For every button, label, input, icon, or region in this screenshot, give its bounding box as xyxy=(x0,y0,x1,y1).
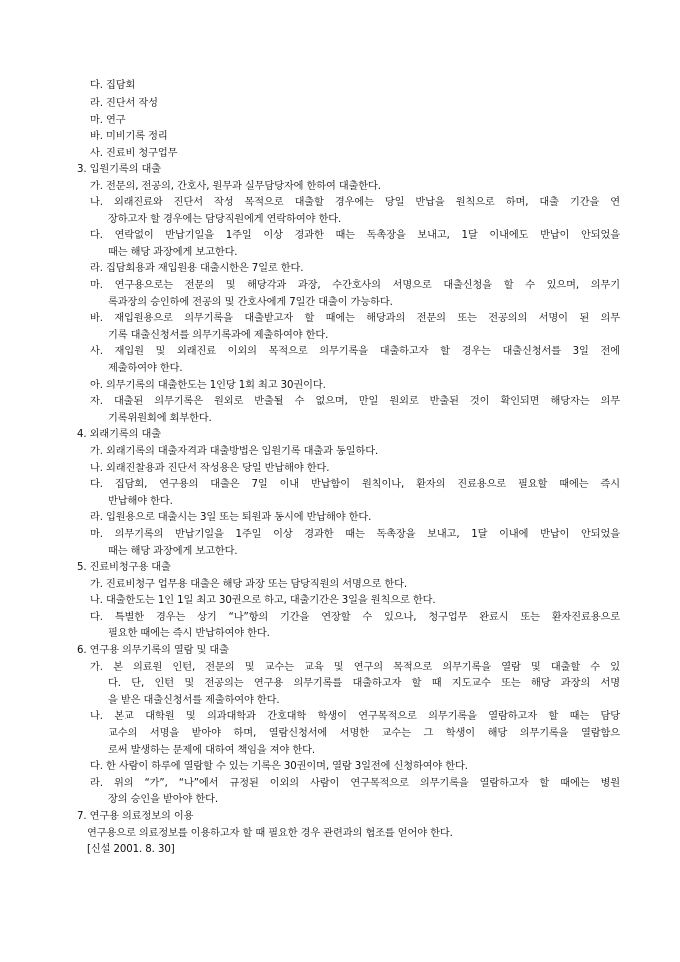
text-line: 자. 대출된 의무기록은 원외로 반출될 수 없으며, 만일 원외로 반출된 것이 확인되면 해당자는 의무 xyxy=(90,396,620,407)
section-heading: 7. 연구용 의료정보의 이용 xyxy=(77,811,194,822)
text-line: 가. 외래기록의 대출자격과 대출방법은 입원기록 대출과 동일하다. xyxy=(90,446,379,457)
text-line: 장의 승인을 받아야 한다. xyxy=(108,794,218,805)
text-line: 때는 해당 과장에게 보고한다. xyxy=(108,546,238,557)
text-line: 나. 외래진료와 진단서 작성 목적으로 대출할 경우에는 당일 반납을 원칙으로 하며, 대출 기간을 연 xyxy=(90,197,620,208)
text-line: 록과장의 승인하에 전공의 및 간호사에게 7일간 대출이 가능하다. xyxy=(108,297,393,308)
text-line: 교수의 서명을 받아야 하며, 열람신청서에 서명한 교수는 그 학생이 해당 의무기록을 열람함으 xyxy=(108,728,620,739)
text-line: 라. 위의 “가”, “나”에서 규정된 이외의 사람이 연구목적으로 의무기록을 열람하고자 할 때에는 병원 xyxy=(90,778,620,789)
text-line: 나. 외래진찰용과 진단서 작성용은 당일 반납해야 한다. xyxy=(90,463,330,474)
text-line: 마. 연구 xyxy=(90,115,126,126)
section-heading: 4. 외래기록의 대출 xyxy=(77,429,161,440)
text-line: 장하고자 할 경우에는 담당직원에게 연락하여야 한다. xyxy=(108,214,342,225)
text-line: 필요한 때에는 즉시 반납하여야 한다. xyxy=(108,628,270,639)
text-line: 바. 미비기록 정리 xyxy=(90,131,168,142)
text-line: 라. 집담회용과 재입원용 대출시한은 7일로 한다. xyxy=(90,263,304,274)
text-line: 사. 재입원 및 외래진료 이외의 목적으로 의무기록을 대출하고자 할 경우는 대출신청서를 3일 전에 xyxy=(90,346,620,357)
text-line: 다. 연락없이 반납기일을 1주일 이상 경과한 때는 독촉장을 보내고, 1달 이내에도 반납이 안되었을 xyxy=(90,230,620,241)
text-line: 기록 대출신청서를 의무기록과에 제출하여야 한다. xyxy=(108,330,329,341)
amendment-note: [신설 2001. 8. 30] xyxy=(87,844,175,855)
text-line: 반납해야 한다. xyxy=(108,496,173,507)
text-line: 마. 연구용으로는 전문의 및 해당각과 과장, 수간호사의 서명으로 대출신청을 할 수 있으며, 의무기 xyxy=(90,280,620,291)
text-line: 다. 단, 인턴 및 전공의는 연구용 의무기록를 대출하고자 할 때 지도교수 또는 해당 과장의 서명 xyxy=(108,678,620,689)
text-line: 다. 집담회 xyxy=(90,80,136,91)
text-line: 기록위원회에 회부한다. xyxy=(108,413,212,424)
text-line: 다. 한 사람이 하루에 열람할 수 있는 기록은 30권이며, 열람 3일전에 신청하여야 한다. xyxy=(90,761,468,772)
text-line: 바. 재입원용으로 의무기록을 대출받고자 할 때에는 해당과의 전문의 또는 전공의의 서명이 된 의무 xyxy=(90,313,620,324)
text-line: 사. 진료비 청구업무 xyxy=(90,148,178,159)
text-line: 가. 진료비청구 업무용 대출은 해당 과장 또는 담당직원의 서명으로 한다. xyxy=(90,579,408,590)
section-heading: 6. 연구용 의무기록의 열람 및 대출 xyxy=(77,645,229,656)
text-line: 라. 입원용으로 대출시는 3일 또는 퇴원과 동시에 반납해야 한다. xyxy=(90,512,372,523)
text-line: 가. 전문의, 전공의, 간호사, 원무과 실무담당자에 한하여 대출한다. xyxy=(90,181,381,192)
text-line: 다. 집담회, 연구용의 대출은 7일 이내 반납함이 원칙이나, 환자의 진료용으로 필요할 때에는 즉시 xyxy=(90,479,620,490)
text-line: 나. 대출한도는 1인 1일 최고 30권으로 하고, 대출기간은 3일을 원칙으로 한다. xyxy=(90,595,436,606)
text-line: 나. 본교 대학원 및 의과대학과 간호대학 학생이 연구목적으로 의무기록을 열람하고자 할 때는 담당 xyxy=(90,711,620,722)
text-line: 을 받은 대출신청서를 제출하여야 한다. xyxy=(108,695,280,706)
text-line: 연구용으로 의료정보를 이용하고자 할 때 필요한 경우 관련과의 협조를 얻어야 한다. xyxy=(87,828,453,839)
text-line: 라. 진단서 작성 xyxy=(90,98,158,109)
text-line: 제출하여야 한다. xyxy=(108,363,183,374)
text-line: 가. 본 의료원 인턴, 전문의 및 교수는 교육 및 연구의 목적으로 의무기록을 열람 및 대출할 수 있 xyxy=(90,662,620,673)
text-line: 때는 해당 과장에게 보고한다. xyxy=(108,247,238,258)
text-line: 마. 의무기록의 반납기일을 1주일 이상 경과한 때는 독촉장을 보내고, 1달 이내에 반납이 안되었을 xyxy=(90,529,620,540)
text-line: 다. 특별한 경우는 상기 “나”항의 기간을 연장할 수 있으나, 청구업무 완료시 또는 환자진료용으로 xyxy=(90,612,620,623)
text-line: 아. 의무기록의 대출한도는 1인당 1회 최고 30권이다. xyxy=(90,380,326,391)
text-line: 로써 발생하는 문제에 대하여 책임을 져야 한다. xyxy=(108,745,316,756)
section-heading: 5. 진료비청구용 대출 xyxy=(77,562,171,573)
section-heading: 3. 입원기록의 대출 xyxy=(77,164,161,175)
